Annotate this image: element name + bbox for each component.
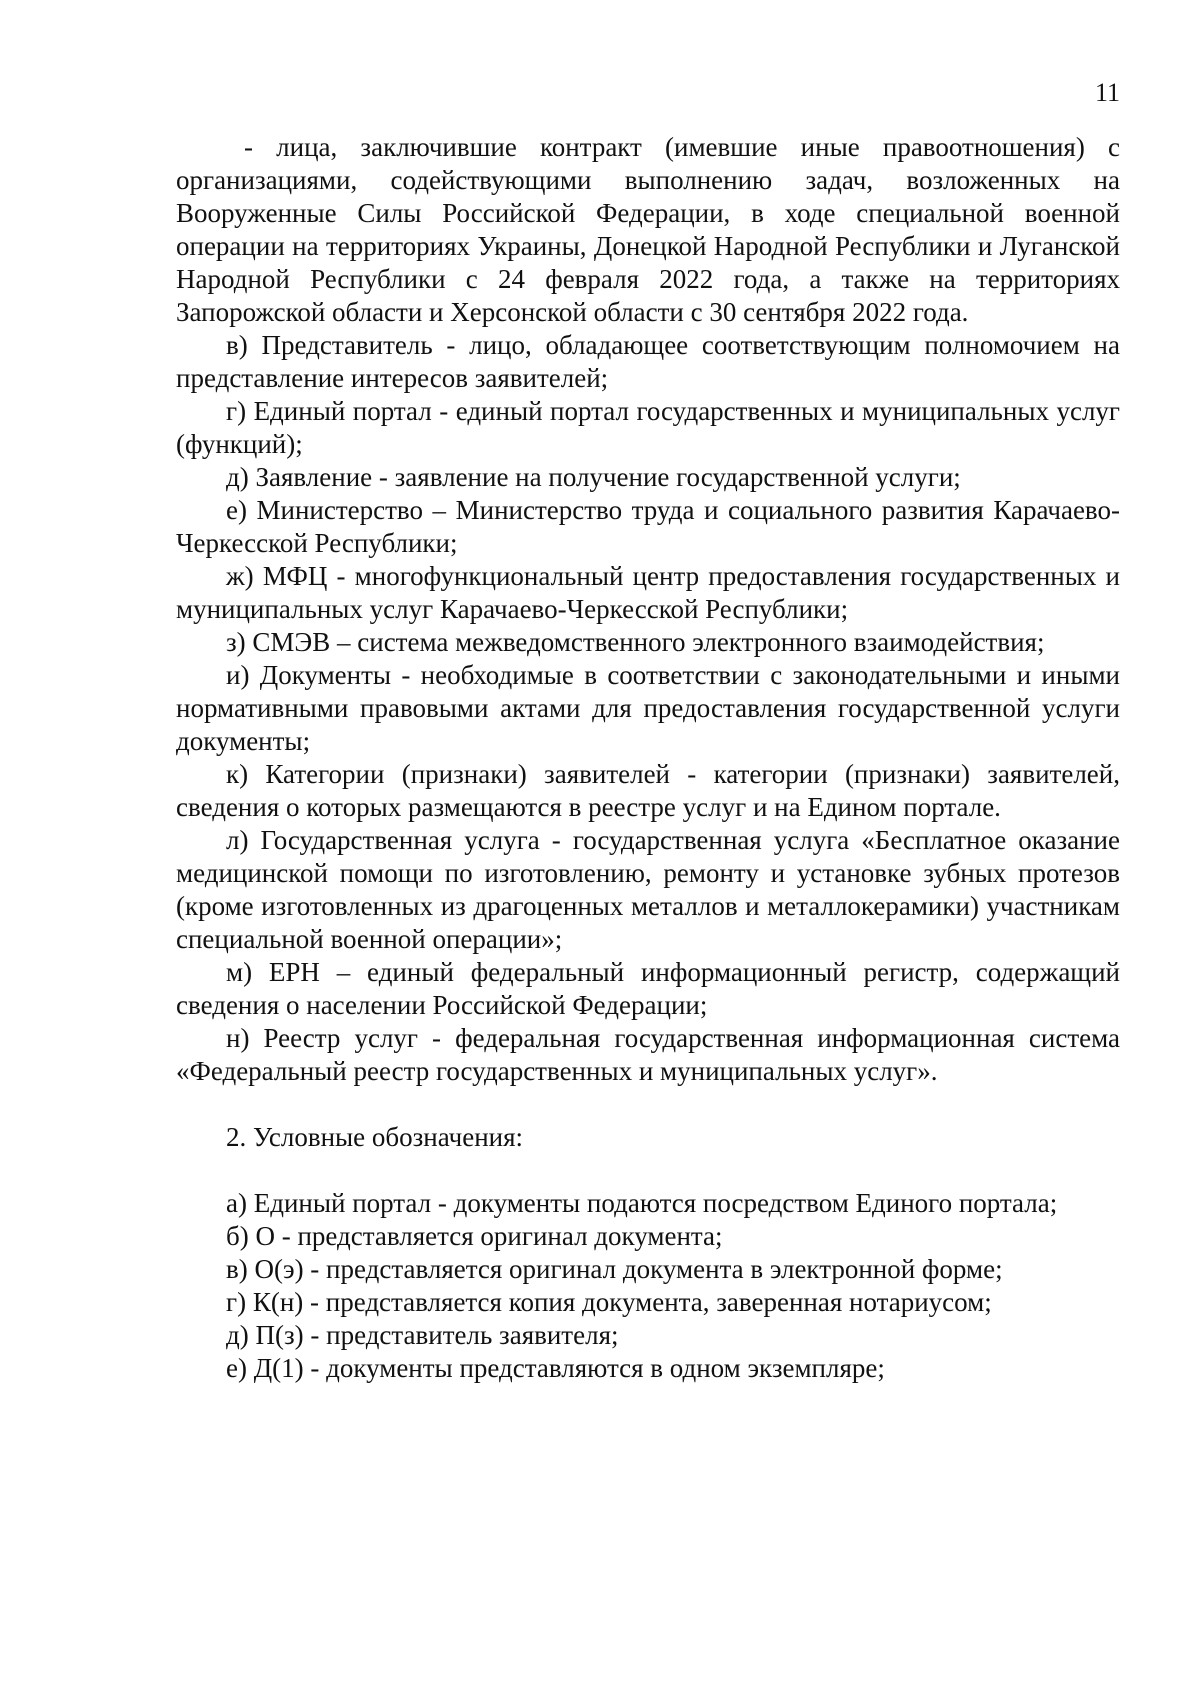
section-title-legend: 2. Условные обозначения:: [226, 1122, 524, 1152]
legend-item-one-copy: е) Д(1) - документы представляются в одном экземпляре;: [226, 1353, 885, 1383]
paragraph-service-registry: н) Реестр услуг - федеральная государственная информационная система «Федеральный реестр государственных и муниципальных услуг».: [176, 1023, 1120, 1086]
legend-item-portal: а) Единый портал - документы подаются посредством Единого портала;: [226, 1188, 1058, 1218]
paragraph-smev: з) СМЭВ – система межведомственного электронного взаимодействия;: [226, 627, 1045, 657]
paragraph-state-service: л) Государственная услуга - государственная услуга «Бесплатное оказание медицинской помощи по изготовлению, ремонту и установке зубных протезов (кроме изготовленных из драгоценных металлов и металлокерамики) участникам специальной военной операции»;: [176, 825, 1120, 954]
page-number: 11: [1094, 78, 1120, 107]
paragraph-ministry: е) Министерство – Министерство труда и социального развития Карачаево-Черкесской Республики;: [176, 495, 1120, 558]
paragraph-documents: и) Документы - необходимые в соответствии с законодательными и иными нормативными правовыми актами для предоставления государственной услуги документы;: [176, 660, 1120, 756]
paragraph-ern: м) ЕРН – единый федеральный информационный регистр, содержащий сведения о населении Российской Федерации;: [176, 957, 1120, 1020]
legend-list: [176, 1187, 1120, 1385]
paragraph-contract-persons: - лица, заключившие контракт (имевшие иные правоотношения) с организациями, содействующими выполнению задач, возложенных на Вооруженные Силы Российской Федерации, в ходе специальной военной операции на территориях Украины, Донецкой Народной Республики и Луганской Народной Республики с 24 февраля 2022 года, а также на территориях Запорожской области и Херсонской области с 30 сентября 2022 года.: [176, 132, 1120, 327]
paragraph-application: д) Заявление - заявление на получение государственной услуги;: [226, 462, 961, 492]
document-body: [176, 131, 1120, 1385]
paragraph-single-portal: г) Единый портал - единый портал государственных и муниципальных услуг (функций);: [176, 396, 1120, 459]
legend-item-electronic-original: в) О(э) - представляется оригинал документа в электронной форме;: [226, 1254, 1003, 1284]
legend-item-notarized-copy: г) К(н) - представляется копия документа, заверенная нотариусом;: [226, 1287, 992, 1317]
legend-item-representative: д) П(з) - представитель заявителя;: [226, 1320, 619, 1350]
paragraph-mfc: ж) МФЦ - многофункциональный центр предоставления государственных и муниципальных услуг Карачаево-Черкесской Республики;: [176, 561, 1120, 624]
legend-item-original: б) О - представляется оригинал документа;: [226, 1221, 723, 1251]
paragraph-representative: в) Представитель - лицо, обладающее соответствующим полномочием на представление интересов заявителей;: [176, 330, 1120, 393]
paragraph-categories: к) Категории (признаки) заявителей - категории (признаки) заявителей, сведения о которых размещаются в реестре услуг и на Едином портале.: [176, 759, 1120, 822]
